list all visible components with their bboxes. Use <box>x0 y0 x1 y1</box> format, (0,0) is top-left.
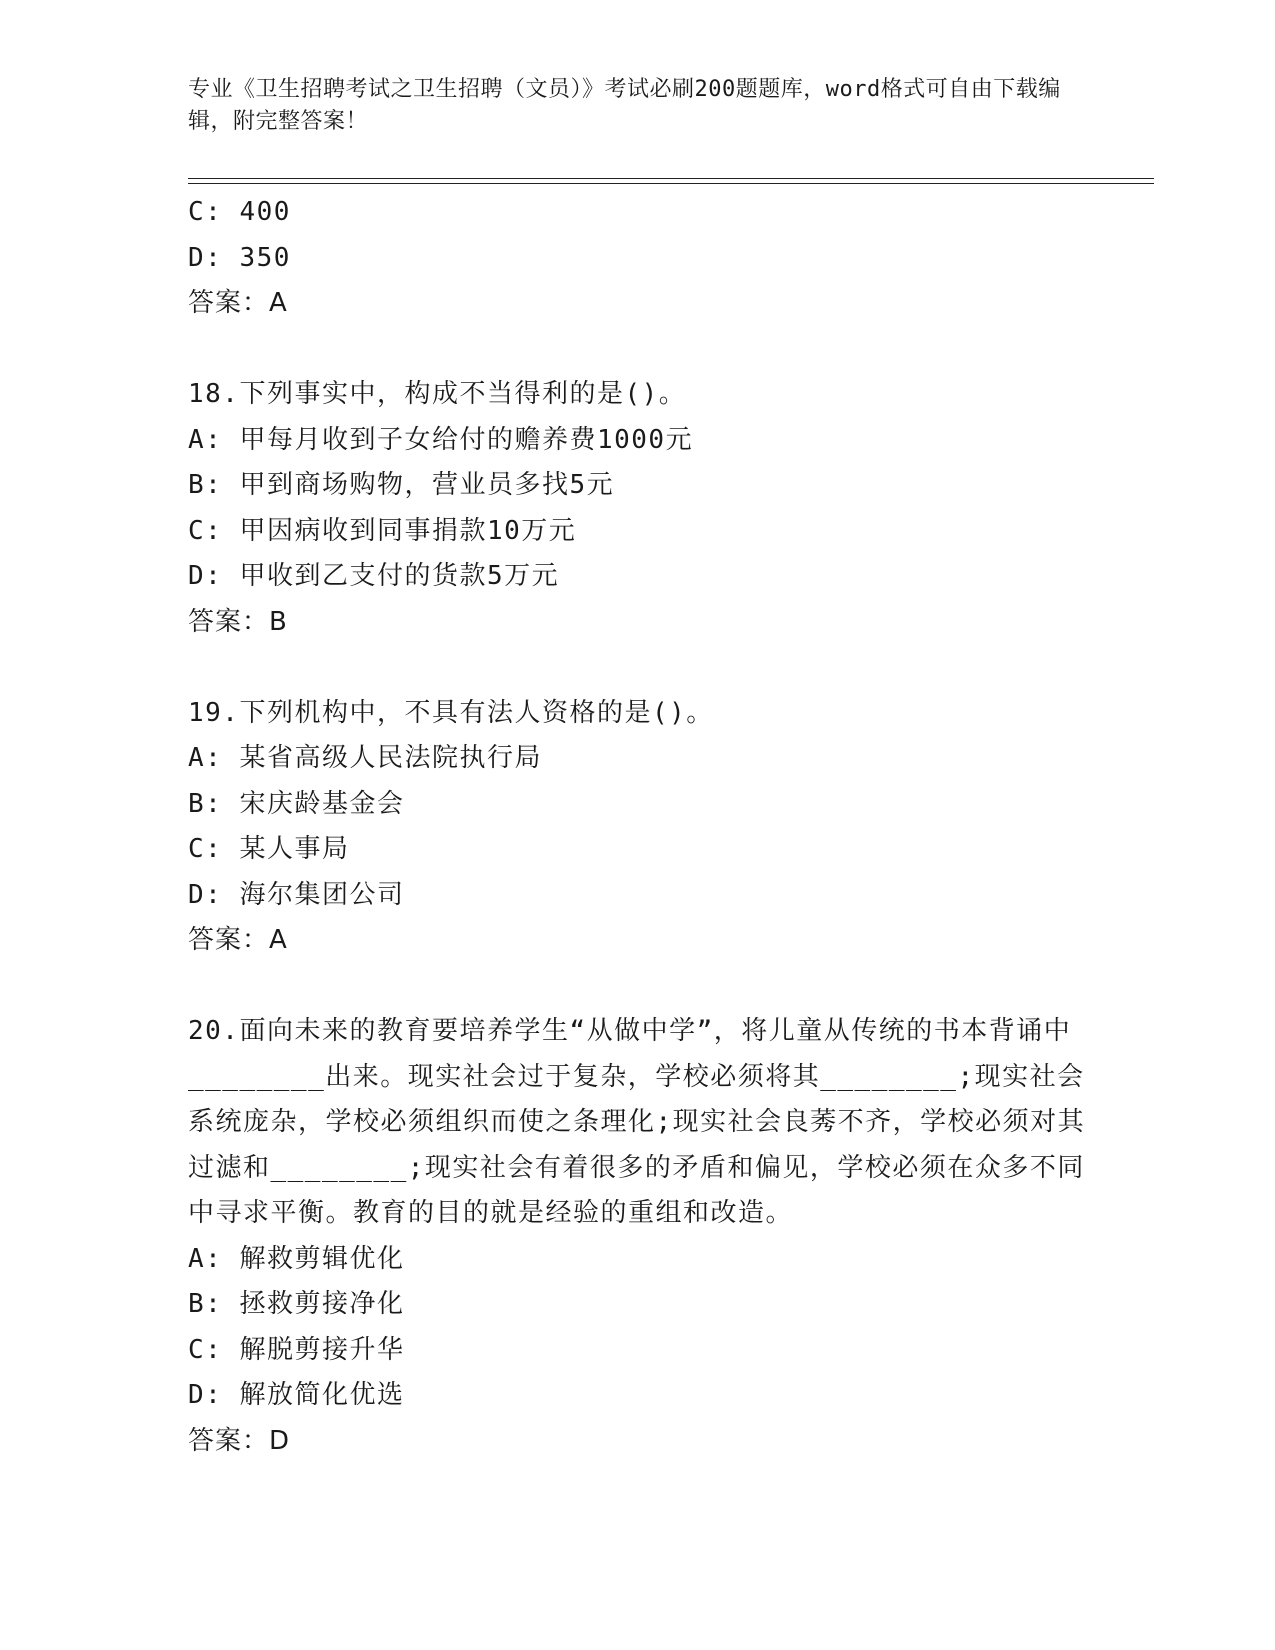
option-b: B: 拯救剪接净化 <box>188 1289 405 1319</box>
option-d: D: 350 <box>188 242 291 273</box>
question-19 <box>188 691 1088 964</box>
answer: 答案：A <box>188 925 288 955</box>
answer: 答案：B <box>188 606 288 637</box>
question-text: 19.下列机构中，不具有法人资格的是()。 <box>188 697 714 728</box>
question-17 <box>188 190 1088 327</box>
option-a: A: 某省高级人民法院执行局 <box>188 743 542 773</box>
question-text: 20.面向未来的教育要培养学生“从做中学”，将儿童从传统的书本背诵中________出来。现实社会过于复杂，学校必须将其________;现实社会系统庞杂，学校必须组织而使之条理化;现实社会良莠不齐，学校必须对其过滤和________;现实社会有着很多的矛盾和偏见，学校必须在众多不同中寻求平衡。教育的目的就是经验的重组和改造。 <box>188 1016 1086 1228</box>
option-d: D: 海尔集团公司 <box>188 879 405 910</box>
option-b: B: 甲到商场购物，营业员多找5元 <box>188 470 615 500</box>
question-list <box>188 190 1088 1464</box>
option-b: B: 宋庆龄基金会 <box>188 788 405 819</box>
answer: 答案：D <box>188 1425 291 1456</box>
question-text: 18.下列事实中，构成不当得利的是()。 <box>188 379 687 409</box>
document-header <box>188 74 1068 138</box>
spacer <box>188 645 1088 691</box>
document-title: 专业《卫生招聘考试之卫生招聘（文员）》考试必刷200题题库，word格式可自由下载编辑，附完整答案！ <box>188 77 1061 134</box>
option-a: A: 甲每月收到子女给付的赡养费1000元 <box>188 424 694 455</box>
option-c: C: 某人事局 <box>188 834 350 864</box>
option-a: A: 解救剪辑优化 <box>188 1243 405 1274</box>
spacer <box>188 964 1088 1010</box>
header-rule-bottom <box>188 183 1154 184</box>
option-c: C: 400 <box>188 197 291 227</box>
option-d: D: 解放简化优选 <box>188 1380 405 1410</box>
answer: 答案：A <box>188 288 288 318</box>
question-18 <box>188 372 1088 645</box>
option-c: C: 甲因病收到同事捐款10万元 <box>188 515 577 546</box>
option-d: D: 甲收到乙支付的货款5万元 <box>188 561 560 591</box>
question-20 <box>188 1009 1088 1464</box>
option-c: C: 解脱剪接升华 <box>188 1334 405 1365</box>
header-rule-top <box>188 178 1154 179</box>
spacer <box>188 327 1088 373</box>
